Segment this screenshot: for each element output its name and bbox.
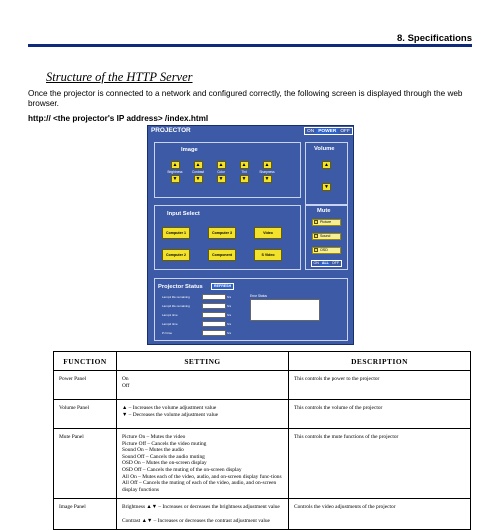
- image-box: [154, 142, 301, 198]
- projector-status-box: [154, 278, 348, 341]
- setting-cell: ▲ – Increases the volume adjustment value ▼ – Decreases the volume adjustment value: [117, 400, 289, 429]
- function-cell: Image Panel: [54, 499, 117, 530]
- mute-label: Mute: [317, 208, 331, 214]
- computer-3-button[interactable]: Computer 3: [208, 227, 236, 239]
- status-row-label: Lamp2 time: [162, 321, 178, 326]
- tint-control: [233, 161, 255, 183]
- function-header: FUNCTION: [54, 352, 117, 371]
- status-row-label: Lamp1 time: [162, 312, 178, 317]
- table-row: [54, 429, 471, 499]
- mute-box: [305, 205, 348, 270]
- status-unit: hrs: [227, 312, 232, 317]
- table-row: [54, 499, 471, 530]
- url-line: http:// <the projector's IP address> /index.html: [28, 114, 209, 123]
- status-unit: hrs: [227, 330, 232, 335]
- color-label: Color: [217, 170, 225, 174]
- power-on[interactable]: ON: [307, 129, 315, 134]
- section-header: 8. Specifications: [397, 33, 472, 44]
- power-label: POWER: [318, 129, 337, 134]
- status-unit: hrs: [227, 303, 232, 308]
- status-row: [162, 330, 231, 336]
- brightness-label: Brightness: [167, 170, 183, 174]
- setting-cell: Picture On – Mutes the video Picture Off – Cancels the video muting Sound On – Mutes the audio Sound Off – Cancels the audio muting OSD On – Mutes the on-screen display OSD Off – Cancels the muting of the on-screen display All On – Mutes each of the video, audio, and on-screen display func-tions All Off – Cancels the muting of each of the video, audio, and on-screen display functions: [117, 429, 289, 499]
- mute-osd-button[interactable]: [312, 247, 341, 254]
- input-select-label: Input Select: [167, 211, 200, 217]
- mute-all-on[interactable]: ON: [313, 261, 319, 265]
- table-header-row: [54, 352, 471, 371]
- volume-up-button[interactable]: ▲: [322, 161, 331, 169]
- setting-cell: Brightness ▲▼ – Increases or decreases the brightness adjustment value Contrast ▲▼ – Increases or decreases the contrast adjustment value: [117, 499, 289, 530]
- radio-icon: [314, 234, 318, 238]
- setting-header: SETTING: [117, 352, 289, 371]
- video-button[interactable]: Video: [254, 227, 282, 239]
- volume-label: Volume: [314, 146, 335, 152]
- brightness-control: [164, 161, 186, 183]
- image-label: Image: [181, 147, 198, 153]
- status-unit: hrs: [227, 294, 232, 299]
- color-down-button[interactable]: ▼: [217, 175, 226, 183]
- setting-cell: On Off: [117, 371, 289, 400]
- mute-picture-button[interactable]: [312, 219, 341, 226]
- status-unit: hrs: [227, 321, 232, 326]
- component-button[interactable]: Component: [208, 249, 236, 261]
- radio-icon: [314, 220, 318, 224]
- description-cell: This controls the mute functions of the projector: [289, 429, 471, 499]
- table-row: [54, 371, 471, 400]
- mute-all-off[interactable]: OFF: [331, 261, 340, 265]
- brightness-down-button[interactable]: ▼: [171, 175, 180, 183]
- mute-sound-button[interactable]: [312, 233, 341, 240]
- tint-down-button[interactable]: ▼: [240, 175, 249, 183]
- status-row-label: Lamp2 life remaining: [162, 303, 190, 308]
- contrast-up-button[interactable]: ▲: [194, 161, 203, 169]
- table-row: [54, 400, 471, 429]
- contrast-label: Contrast: [191, 170, 205, 174]
- status-label: Projector Status: [158, 284, 203, 290]
- description-header: DESCRIPTION: [289, 352, 471, 371]
- mute-all-toggle[interactable]: [311, 260, 342, 267]
- page-title: Structure of the HTTP Server: [46, 70, 193, 84]
- function-cell: Mute Panel: [54, 429, 117, 499]
- sharpness-up-button[interactable]: ▲: [263, 161, 272, 169]
- status-field: [202, 312, 226, 318]
- status-field: [202, 303, 226, 309]
- mute-all-label: ALL: [321, 261, 329, 265]
- tint-label: Tint: [241, 170, 247, 174]
- refresh-button[interactable]: REFRESH: [211, 283, 234, 290]
- sharpness-down-button[interactable]: ▼: [263, 175, 272, 183]
- status-field: [202, 294, 226, 300]
- status-field: [202, 330, 226, 336]
- mute-sound-label: Sound: [320, 234, 331, 239]
- contrast-down-button[interactable]: ▼: [194, 175, 203, 183]
- tint-up-button[interactable]: ▲: [240, 161, 249, 169]
- status-row: [162, 321, 231, 327]
- error-status-label: Error Status: [250, 294, 268, 298]
- image-controls: [164, 161, 278, 183]
- color-up-button[interactable]: ▲: [217, 161, 226, 169]
- function-cell: Power Panel: [54, 371, 117, 400]
- function-cell: Volume Panel: [54, 400, 117, 429]
- power-toggle[interactable]: [304, 127, 353, 135]
- status-row: [162, 303, 231, 309]
- color-control: [210, 161, 232, 183]
- function-table: [53, 351, 471, 530]
- sharpness-control: [256, 161, 278, 183]
- description-cell: This controls the volume of the projector: [289, 400, 471, 429]
- description-cell: Controls the video adjustments of the projector: [289, 499, 471, 530]
- projector-web-ui: [147, 125, 354, 345]
- s-video-button[interactable]: S Video: [254, 249, 282, 261]
- status-row: [162, 294, 231, 300]
- error-status-field: [250, 299, 320, 321]
- sharpness-label: Sharpness: [259, 170, 275, 174]
- status-row-label: PJ time: [162, 330, 173, 335]
- mute-picture-label: Picture: [320, 220, 332, 225]
- contrast-control: [187, 161, 209, 183]
- status-row-label: Lamp1 life remaining: [162, 294, 190, 299]
- volume-box: [305, 142, 348, 205]
- power-off[interactable]: OFF: [340, 129, 350, 134]
- radio-icon: [314, 248, 318, 252]
- computer-1-button[interactable]: Computer 1: [162, 227, 190, 239]
- description-cell: This controls the power to the projector: [289, 371, 471, 400]
- status-row: [162, 312, 231, 318]
- computer-2-button[interactable]: Computer 2: [162, 249, 190, 261]
- volume-down-button[interactable]: ▼: [322, 183, 331, 191]
- web-ui-title: PROJECTOR: [151, 127, 191, 134]
- brightness-up-button[interactable]: ▲: [171, 161, 180, 169]
- mute-osd-label: OSD: [320, 248, 328, 253]
- intro-paragraph: Once the projector is connected to a network and configured correctly, the following screen is displayed through the web browser.: [28, 89, 463, 108]
- status-field: [202, 321, 226, 327]
- header-rule: [28, 44, 472, 47]
- input-select-box: [154, 205, 301, 270]
